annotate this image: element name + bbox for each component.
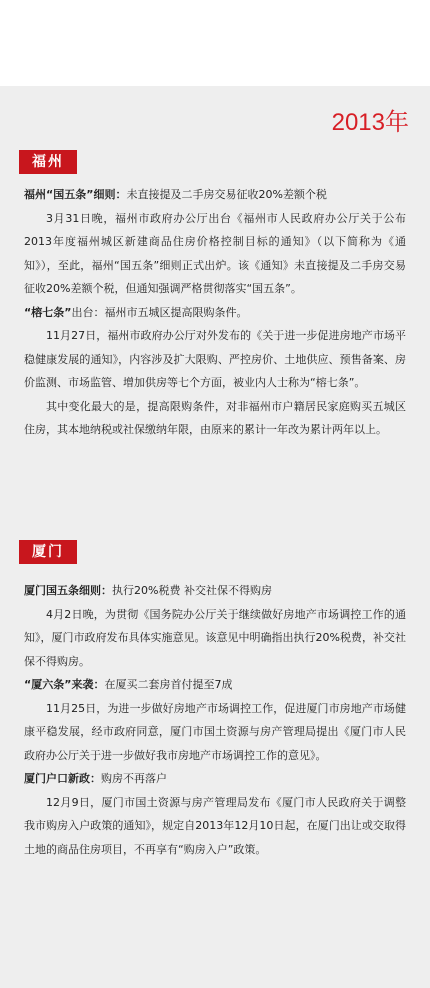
item-heading-line bbox=[24, 767, 406, 791]
item-paragraph: 11月25日，为进一步做好房地产市场调控工作，促进厦门市房地产市场健康平稳发展，经市政府同意，厦门市国土资源与房产管理局提出《厦门市人民政府办公厅关于进一步做好我市房地产市场调控工作的意见》。 bbox=[24, 701, 406, 762]
item-paragraph: 其中变化最大的是，提高限购条件，对非福州市户籍居民家庭购买五城区住房，其本地纳税或社保缴纳年限，由原来的累计一年改为累计两年以上。 bbox=[24, 399, 406, 436]
item-heading-line bbox=[24, 673, 406, 697]
item-heading-line bbox=[24, 579, 406, 603]
top-blank-area bbox=[0, 0, 430, 86]
item-heading: “厦六条”来袭： bbox=[24, 678, 105, 691]
item-paragraph: 11月27日，福州市政府办公厅对外发布的《关于进一步促进房地产市场平稳健康发展的通知》，内容涉及扩大限购、严控房价、土地供应、预售备案、房价监测、市场监管、增加供房等七个方面，被业内人士称为“榕七条”。 bbox=[24, 329, 406, 389]
item-paragraph: 4月2日晚，为贯彻《国务院办公厅关于继续做好房地产市场调控工作的通知》，厦门市政府发布具体实施意见。该意见中明确指出执行20%税费，补交社保不得购房。 bbox=[24, 607, 406, 668]
item-heading: 厦门户口新政： bbox=[24, 772, 101, 785]
section-xiamen bbox=[24, 579, 406, 861]
item-paragraph: 12月9日，厦门市国土资源与房产管理局发布《厦门市人民政府关于调整我市购房入户政策的通知》，规定自2013年12月10日起，在厦门出让或交取得土地的商品住房项目，不再享有“购房入户”政策。 bbox=[24, 795, 406, 856]
city-tag-xiamen: 厦门 bbox=[19, 540, 77, 564]
year-label: 2013年 bbox=[331, 109, 409, 136]
city-tag-fuzhou: 福州 bbox=[19, 150, 77, 174]
content-panel bbox=[0, 86, 430, 988]
item-heading: “榕七条” bbox=[24, 305, 72, 319]
item-summary: 在厦买二套房首付提至7成 bbox=[104, 678, 233, 691]
item-summary: 未直接提及二手房交易征收20%差额个税 bbox=[126, 188, 327, 201]
item-summary: 执行20%税费 补交社保不得购房 bbox=[112, 584, 272, 597]
item-paragraph: 3月31日晚，福州市政府办公厅出台《福州市人民政府办公厅关于公布2013年度福州城区新建商品住房价格控制目标的通知》（以下简称为《通知》），至此，福州“国五条”细则正式出炉。该《通知》未直接提及二手房交易征收20%差额个税，但通知强调严格贯彻落实“国五条”。 bbox=[24, 211, 406, 295]
item-heading: 福州“国五条”细则： bbox=[24, 188, 127, 201]
item-heading-line bbox=[24, 183, 406, 207]
item-heading-line bbox=[24, 301, 406, 325]
section-fuzhou bbox=[24, 183, 406, 442]
item-summary: 购房不再落户 bbox=[101, 772, 167, 785]
item-summary: 出台：福州市五城区提高限购条件。 bbox=[71, 305, 248, 319]
item-heading: 厦门国五条细则： bbox=[24, 584, 112, 597]
